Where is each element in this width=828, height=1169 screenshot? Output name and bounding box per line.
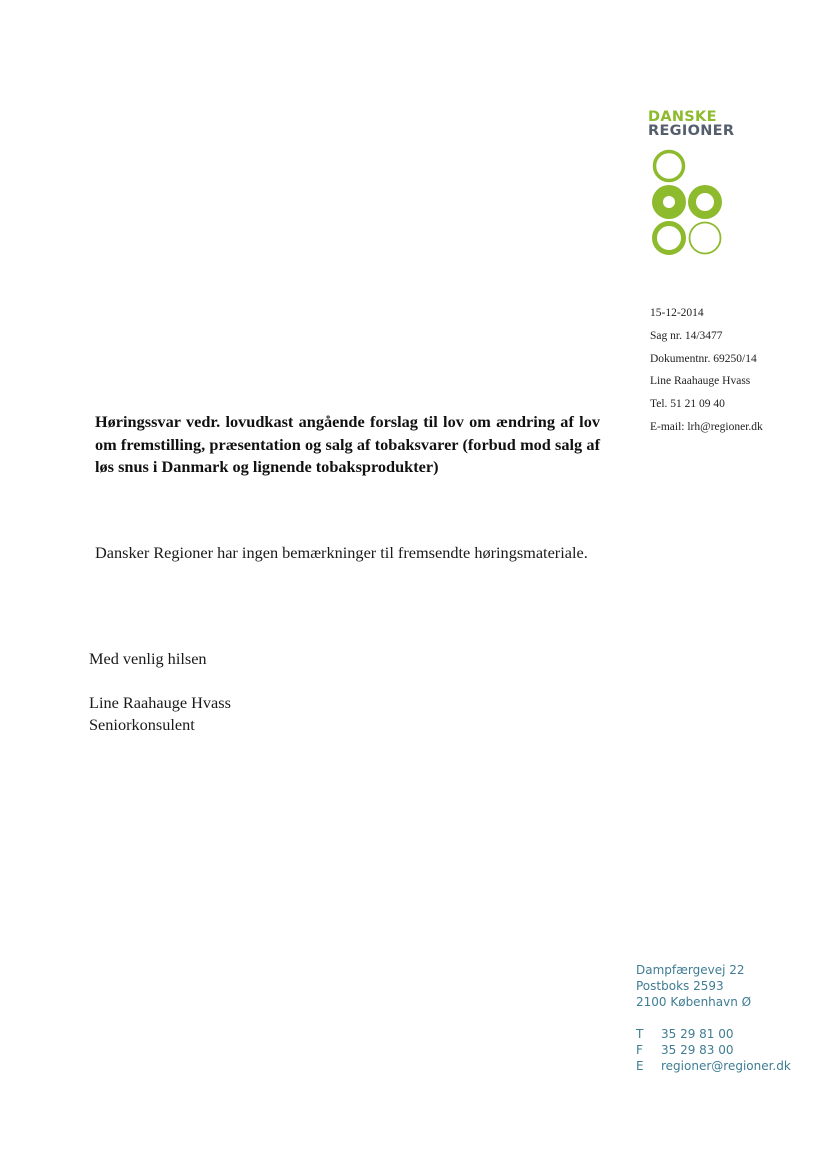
address-street: Dampfærgevej 22 (636, 963, 745, 977)
case-number: Sag nr. 14/3477 (650, 329, 723, 342)
footer-phone: 35 29 81 00 (661, 1027, 734, 1041)
footer-fax: 35 29 83 00 (661, 1043, 734, 1057)
logo-text-line1: DANSKE (648, 109, 717, 125)
document-heading: Høringssvar vedr. lovudkast angående forslag til lov om ændring af lov om fremstilling, præsentation og salg af tobaksvarer (forbud mod salg af løs snus i Danmark og lignende tobaksprodukter) (95, 412, 600, 476)
address-postbox: Postboks 2593 (636, 979, 724, 993)
footer-email-row (636, 1058, 791, 1074)
document-metadata (650, 302, 763, 439)
signature-title: Seniorkonsulent (89, 715, 195, 734)
email-letter: E (636, 1059, 644, 1073)
body-paragraph: Dansker Regioner har ingen bemærkninger til fremsendte høringsmateriale. (95, 543, 588, 562)
document-date: 15-12-2014 (650, 307, 704, 319)
contact-phone: Tel. 51 21 09 40 (650, 398, 725, 411)
document-number: Dokumentnr. 69250/14 (650, 352, 757, 365)
logo-circles-icon (648, 146, 730, 258)
footer-phone-row (636, 1026, 791, 1042)
logo-text-line2: REGIONER (648, 123, 735, 139)
contact-name: Line Raahauge Hvass (650, 375, 751, 388)
signature-name: Line Raahauge Hvass (89, 693, 231, 712)
footer-address (636, 962, 751, 1010)
footer-fax-row (636, 1042, 791, 1058)
fax-letter: F (636, 1043, 643, 1057)
phone-letter: T (636, 1027, 644, 1041)
address-city: 2100 København Ø (636, 995, 752, 1009)
closing-greeting: Med venlig hilsen (89, 649, 207, 668)
footer-email: regioner@regioner.dk (661, 1059, 791, 1073)
footer-contact (636, 1026, 791, 1074)
signature-block (89, 692, 231, 736)
contact-email: E-mail: lrh@regioner.dk (650, 420, 763, 433)
danske-regioner-logo (648, 110, 738, 138)
